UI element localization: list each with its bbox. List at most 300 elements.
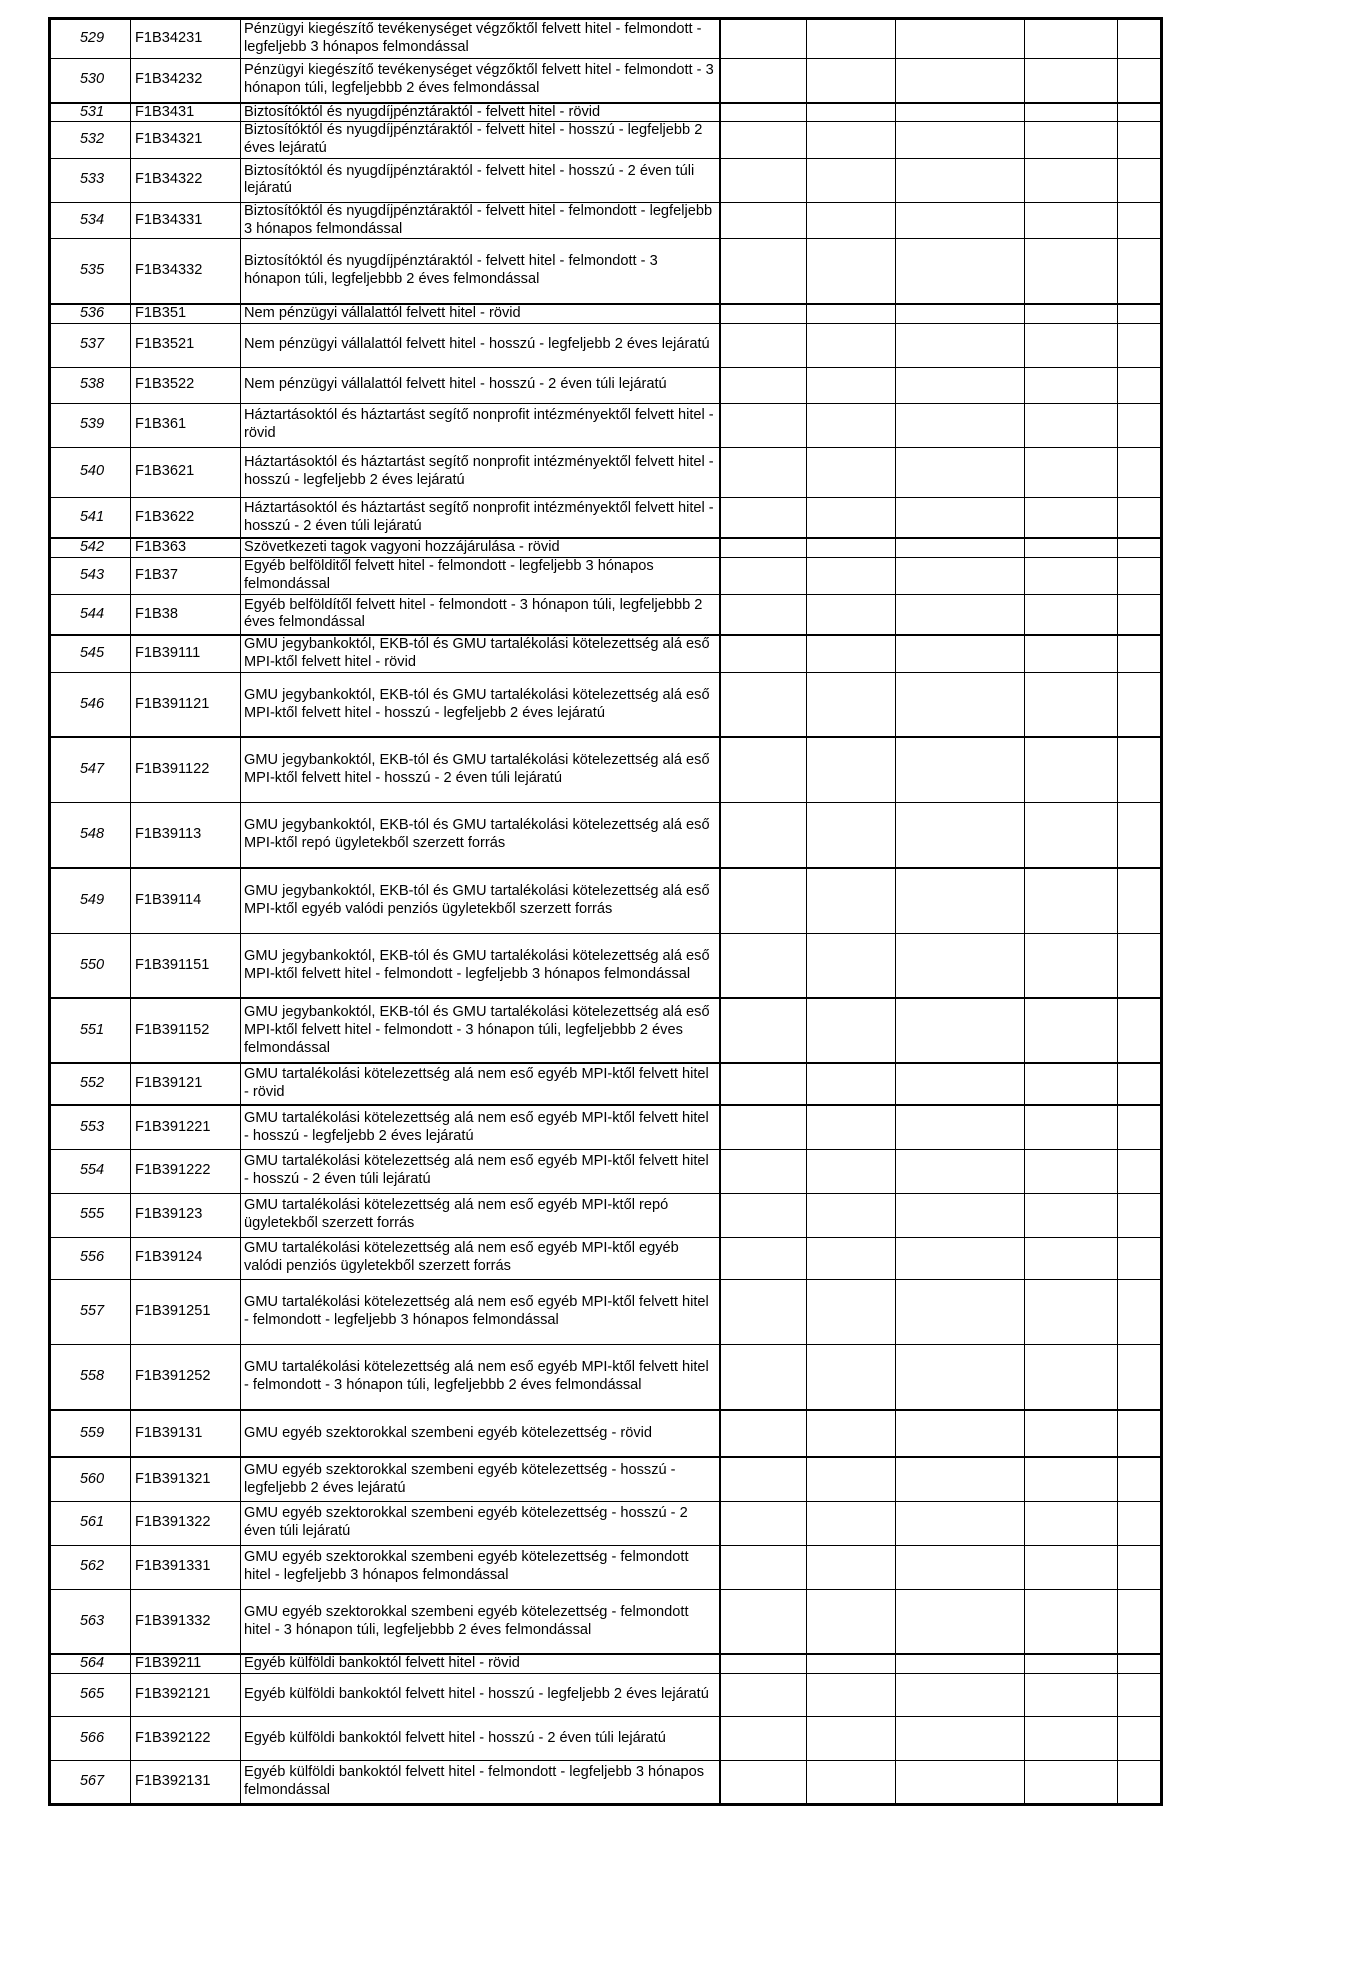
row-number: 562 bbox=[50, 1545, 131, 1589]
row-code: F1B391321 bbox=[131, 1457, 241, 1501]
empty-value-cell bbox=[720, 737, 807, 802]
row-code: F1B39111 bbox=[131, 635, 241, 672]
empty-value-cell bbox=[807, 202, 896, 239]
row-description: GMU tartalékolási kötelezettség alá nem eső egyéb MPI-ktől felvett hitel - hosszú - 2 éven túli lejáratú bbox=[241, 1149, 720, 1193]
row-code: F1B363 bbox=[131, 538, 241, 557]
row-description: Pénzügyi kiegészítő tevékenységet végzőktől felvett hitel - felmondott - 3 hónapon túli, legfeljebbb 2 éves felmondással bbox=[241, 59, 720, 103]
table-row bbox=[50, 59, 1162, 103]
empty-value-cell bbox=[807, 59, 896, 103]
empty-value-cell bbox=[807, 239, 896, 304]
empty-value-cell bbox=[807, 594, 896, 635]
empty-value-cell bbox=[896, 103, 1025, 122]
empty-value-cell bbox=[1025, 367, 1118, 403]
table-row bbox=[50, 367, 1162, 403]
row-number: 554 bbox=[50, 1149, 131, 1193]
empty-value-cell bbox=[1025, 323, 1118, 367]
row-number: 556 bbox=[50, 1237, 131, 1279]
empty-value-cell bbox=[1118, 239, 1162, 304]
empty-value-cell bbox=[896, 802, 1025, 868]
row-description: GMU tartalékolási kötelezettség alá nem eső egyéb MPI-ktől egyéb valódi penziós ügyletekből szerzett forrás bbox=[241, 1237, 720, 1279]
empty-value-cell bbox=[720, 1063, 807, 1105]
empty-value-cell bbox=[807, 1149, 896, 1193]
row-number: 558 bbox=[50, 1344, 131, 1410]
row-number: 541 bbox=[50, 497, 131, 538]
table-row bbox=[50, 594, 1162, 635]
empty-value-cell bbox=[896, 323, 1025, 367]
empty-value-cell bbox=[1118, 933, 1162, 998]
empty-value-cell bbox=[896, 19, 1025, 59]
empty-value-cell bbox=[1118, 1193, 1162, 1237]
table-row bbox=[50, 1761, 1162, 1805]
empty-value-cell bbox=[896, 1193, 1025, 1237]
empty-value-cell bbox=[807, 737, 896, 802]
table-row bbox=[50, 1063, 1162, 1105]
row-number: 547 bbox=[50, 737, 131, 802]
table-row bbox=[50, 1237, 1162, 1279]
row-description: GMU jegybankoktól, EKB-tól és GMU tartalékolási kötelezettség alá eső MPI-ktől felvett hitel - hosszú - 2 éven túli lejáratú bbox=[241, 737, 720, 802]
empty-value-cell bbox=[896, 1063, 1025, 1105]
row-number: 544 bbox=[50, 594, 131, 635]
row-description: GMU jegybankoktól, EKB-tól és GMU tartalékolási kötelezettség alá eső MPI-ktől felvett hitel - felmondott - 3 hónapon túli, legfeljebbb 2 éves felmondással bbox=[241, 998, 720, 1063]
row-code: F1B392121 bbox=[131, 1674, 241, 1717]
row-code: F1B3621 bbox=[131, 447, 241, 497]
empty-value-cell bbox=[896, 1717, 1025, 1761]
empty-value-cell bbox=[807, 158, 896, 202]
row-description: GMU tartalékolási kötelezettség alá nem eső egyéb MPI-ktől felvett hitel - felmondott - legfeljebb 3 hónapos felmondással bbox=[241, 1279, 720, 1344]
empty-value-cell bbox=[1025, 1063, 1118, 1105]
row-description: Nem pénzügyi vállalattól felvett hitel - hosszú - 2 éven túli lejáratú bbox=[241, 367, 720, 403]
row-number: 551 bbox=[50, 998, 131, 1063]
row-number: 566 bbox=[50, 1717, 131, 1761]
row-description: Biztosítóktól és nyugdíjpénztáraktól - felvett hitel - hosszú - 2 éven túli lejáratú bbox=[241, 158, 720, 202]
empty-value-cell bbox=[1118, 1344, 1162, 1410]
empty-value-cell bbox=[1118, 1545, 1162, 1589]
row-code: F1B34322 bbox=[131, 158, 241, 202]
empty-value-cell bbox=[720, 1237, 807, 1279]
row-code: F1B34332 bbox=[131, 239, 241, 304]
empty-value-cell bbox=[896, 122, 1025, 159]
row-number: 548 bbox=[50, 802, 131, 868]
row-number: 537 bbox=[50, 323, 131, 367]
row-description: Egyéb belfölditől felvett hitel - felmondott - legfeljebb 3 hónapos felmondással bbox=[241, 558, 720, 595]
empty-value-cell bbox=[1025, 737, 1118, 802]
table-row bbox=[50, 1193, 1162, 1237]
empty-value-cell bbox=[720, 672, 807, 737]
empty-value-cell bbox=[807, 1761, 896, 1805]
empty-value-cell bbox=[720, 1193, 807, 1237]
row-number: 565 bbox=[50, 1674, 131, 1717]
empty-value-cell bbox=[720, 1410, 807, 1457]
empty-value-cell bbox=[720, 158, 807, 202]
row-description: Pénzügyi kiegészítő tevékenységet végzőktől felvett hitel - felmondott - legfeljebb 3 hónapos felmondással bbox=[241, 19, 720, 59]
empty-value-cell bbox=[896, 1149, 1025, 1193]
row-description: Egyéb külföldi bankoktól felvett hitel - felmondott - legfeljebb 3 hónapos felmondással bbox=[241, 1761, 720, 1805]
empty-value-cell bbox=[1118, 1501, 1162, 1545]
table-row bbox=[50, 1654, 1162, 1673]
empty-value-cell bbox=[720, 635, 807, 672]
row-description: Háztartásoktól és háztartást segítő nonprofit intézményektől felvett hitel - hosszú - 2 éven túli lejáratú bbox=[241, 497, 720, 538]
empty-value-cell bbox=[1118, 158, 1162, 202]
empty-value-cell bbox=[807, 1545, 896, 1589]
empty-value-cell bbox=[1118, 403, 1162, 447]
empty-value-cell bbox=[720, 1279, 807, 1344]
empty-value-cell bbox=[1025, 447, 1118, 497]
table-row bbox=[50, 1149, 1162, 1193]
empty-value-cell bbox=[1025, 1457, 1118, 1501]
empty-value-cell bbox=[896, 1279, 1025, 1344]
table-row bbox=[50, 558, 1162, 595]
table-row bbox=[50, 323, 1162, 367]
table-row bbox=[50, 447, 1162, 497]
table-row bbox=[50, 19, 1162, 59]
empty-value-cell bbox=[720, 367, 807, 403]
empty-value-cell bbox=[720, 304, 807, 323]
row-number: 552 bbox=[50, 1063, 131, 1105]
empty-value-cell bbox=[896, 447, 1025, 497]
row-code: F1B391251 bbox=[131, 1279, 241, 1344]
empty-value-cell bbox=[896, 933, 1025, 998]
row-code: F1B34232 bbox=[131, 59, 241, 103]
empty-value-cell bbox=[896, 1105, 1025, 1149]
empty-value-cell bbox=[896, 239, 1025, 304]
empty-value-cell bbox=[1025, 497, 1118, 538]
row-number: 549 bbox=[50, 868, 131, 933]
empty-value-cell bbox=[807, 447, 896, 497]
row-code: F1B39123 bbox=[131, 1193, 241, 1237]
empty-value-cell bbox=[720, 594, 807, 635]
empty-value-cell bbox=[896, 1654, 1025, 1673]
row-number: 531 bbox=[50, 103, 131, 122]
empty-value-cell bbox=[1118, 868, 1162, 933]
row-code: F1B34231 bbox=[131, 19, 241, 59]
row-code: F1B3431 bbox=[131, 103, 241, 122]
table-row bbox=[50, 1105, 1162, 1149]
empty-value-cell bbox=[807, 538, 896, 557]
empty-value-cell bbox=[1118, 1457, 1162, 1501]
row-description: GMU egyéb szektorokkal szembeni egyéb kötelezettség - felmondott hitel - legfeljebb 3 hónapos felmondással bbox=[241, 1545, 720, 1589]
table-row bbox=[50, 1279, 1162, 1344]
empty-value-cell bbox=[807, 1105, 896, 1149]
row-number: 545 bbox=[50, 635, 131, 672]
empty-value-cell bbox=[896, 998, 1025, 1063]
empty-value-cell bbox=[1118, 1410, 1162, 1457]
row-code: F1B38 bbox=[131, 594, 241, 635]
row-code: F1B392131 bbox=[131, 1761, 241, 1805]
row-code: F1B3521 bbox=[131, 323, 241, 367]
empty-value-cell bbox=[720, 1717, 807, 1761]
empty-value-cell bbox=[1025, 1237, 1118, 1279]
empty-value-cell bbox=[807, 802, 896, 868]
empty-value-cell bbox=[1118, 1717, 1162, 1761]
empty-value-cell bbox=[1025, 1149, 1118, 1193]
row-number: 542 bbox=[50, 538, 131, 557]
empty-value-cell bbox=[720, 1344, 807, 1410]
empty-value-cell bbox=[720, 538, 807, 557]
empty-value-cell bbox=[1025, 1344, 1118, 1410]
row-number: 540 bbox=[50, 447, 131, 497]
empty-value-cell bbox=[1118, 323, 1162, 367]
table-row bbox=[50, 122, 1162, 159]
row-description: GMU jegybankoktól, EKB-tól és GMU tartalékolási kötelezettség alá eső MPI-ktől felvett hitel - hosszú - legfeljebb 2 éves lejáratú bbox=[241, 672, 720, 737]
empty-value-cell bbox=[720, 1761, 807, 1805]
row-code: F1B392122 bbox=[131, 1717, 241, 1761]
row-description: Egyéb külföldi bankoktól felvett hitel - rövid bbox=[241, 1654, 720, 1673]
empty-value-cell bbox=[1025, 202, 1118, 239]
empty-value-cell bbox=[1025, 802, 1118, 868]
empty-value-cell bbox=[720, 998, 807, 1063]
empty-value-cell bbox=[1025, 1279, 1118, 1344]
empty-value-cell bbox=[1025, 1654, 1118, 1673]
table-row bbox=[50, 802, 1162, 868]
empty-value-cell bbox=[720, 202, 807, 239]
empty-value-cell bbox=[1118, 202, 1162, 239]
empty-value-cell bbox=[1118, 1063, 1162, 1105]
empty-value-cell bbox=[1118, 672, 1162, 737]
row-description: GMU egyéb szektorokkal szembeni egyéb kötelezettség - hosszú - legfeljebb 2 éves lejáratú bbox=[241, 1457, 720, 1501]
empty-value-cell bbox=[720, 1501, 807, 1545]
table-row bbox=[50, 1717, 1162, 1761]
empty-value-cell bbox=[896, 737, 1025, 802]
empty-value-cell bbox=[1118, 1654, 1162, 1673]
empty-value-cell bbox=[807, 868, 896, 933]
empty-value-cell bbox=[807, 1589, 896, 1654]
row-description: GMU egyéb szektorokkal szembeni egyéb kötelezettség - hosszú - 2 éven túli lejáratú bbox=[241, 1501, 720, 1545]
empty-value-cell bbox=[720, 868, 807, 933]
row-number: 557 bbox=[50, 1279, 131, 1344]
empty-value-cell bbox=[807, 1654, 896, 1673]
empty-value-cell bbox=[896, 672, 1025, 737]
table-body bbox=[50, 19, 1162, 1805]
empty-value-cell bbox=[1118, 1761, 1162, 1805]
empty-value-cell bbox=[807, 497, 896, 538]
table-row bbox=[50, 239, 1162, 304]
empty-value-cell bbox=[1025, 59, 1118, 103]
table-row bbox=[50, 103, 1162, 122]
table-row bbox=[50, 868, 1162, 933]
table-row bbox=[50, 1545, 1162, 1589]
empty-value-cell bbox=[896, 59, 1025, 103]
row-description: GMU tartalékolási kötelezettség alá nem eső egyéb MPI-ktől felvett hitel - felmondott - 3 hónapon túli, legfeljebbb 2 éves felmondással bbox=[241, 1344, 720, 1410]
empty-value-cell bbox=[1118, 635, 1162, 672]
row-code: F1B34331 bbox=[131, 202, 241, 239]
empty-value-cell bbox=[807, 1501, 896, 1545]
empty-value-cell bbox=[807, 103, 896, 122]
row-description: Biztosítóktól és nyugdíjpénztáraktól - felvett hitel - felmondott - 3 hónapon túli, legfeljebbb 2 éves felmondással bbox=[241, 239, 720, 304]
empty-value-cell bbox=[720, 1654, 807, 1673]
row-description: Nem pénzügyi vállalattól felvett hitel - rövid bbox=[241, 304, 720, 323]
row-number: 533 bbox=[50, 158, 131, 202]
empty-value-cell bbox=[720, 103, 807, 122]
empty-value-cell bbox=[720, 497, 807, 538]
table-row bbox=[50, 1501, 1162, 1545]
empty-value-cell bbox=[1118, 59, 1162, 103]
row-description: GMU tartalékolási kötelezettség alá nem eső egyéb MPI-ktől felvett hitel - hosszú - legfeljebb 2 éves lejáratú bbox=[241, 1105, 720, 1149]
row-description: Biztosítóktól és nyugdíjpénztáraktól - felvett hitel - felmondott - legfeljebb 3 hónapos felmondással bbox=[241, 202, 720, 239]
table-row bbox=[50, 933, 1162, 998]
empty-value-cell bbox=[1025, 868, 1118, 933]
empty-value-cell bbox=[1118, 1279, 1162, 1344]
row-description: Egyéb belföldítől felvett hitel - felmondott - 3 hónapon túli, legfeljebbb 2 éves felmondással bbox=[241, 594, 720, 635]
row-code: F1B391152 bbox=[131, 998, 241, 1063]
empty-value-cell bbox=[807, 1674, 896, 1717]
table-row bbox=[50, 158, 1162, 202]
empty-value-cell bbox=[1118, 1589, 1162, 1654]
table-row bbox=[50, 998, 1162, 1063]
empty-value-cell bbox=[1118, 558, 1162, 595]
row-code: F1B391221 bbox=[131, 1105, 241, 1149]
empty-value-cell bbox=[720, 802, 807, 868]
row-number: 530 bbox=[50, 59, 131, 103]
empty-value-cell bbox=[1025, 239, 1118, 304]
table-row bbox=[50, 1589, 1162, 1654]
empty-value-cell bbox=[807, 672, 896, 737]
empty-value-cell bbox=[896, 1410, 1025, 1457]
empty-value-cell bbox=[807, 998, 896, 1063]
table-row bbox=[50, 1344, 1162, 1410]
row-number: 560 bbox=[50, 1457, 131, 1501]
empty-value-cell bbox=[1025, 1674, 1118, 1717]
empty-value-cell bbox=[1025, 933, 1118, 998]
empty-value-cell bbox=[720, 933, 807, 998]
row-description: GMU jegybankoktól, EKB-tól és GMU tartalékolási kötelezettség alá eső MPI-ktől repó ügyletekből szerzett forrás bbox=[241, 802, 720, 868]
empty-value-cell bbox=[807, 1279, 896, 1344]
empty-value-cell bbox=[720, 1674, 807, 1717]
empty-value-cell bbox=[807, 403, 896, 447]
empty-value-cell bbox=[720, 323, 807, 367]
empty-value-cell bbox=[1118, 802, 1162, 868]
empty-value-cell bbox=[1025, 998, 1118, 1063]
empty-value-cell bbox=[896, 158, 1025, 202]
empty-value-cell bbox=[1025, 538, 1118, 557]
row-description: Biztosítóktól és nyugdíjpénztáraktól - felvett hitel - rövid bbox=[241, 103, 720, 122]
empty-value-cell bbox=[896, 635, 1025, 672]
empty-value-cell bbox=[1118, 19, 1162, 59]
row-number: 546 bbox=[50, 672, 131, 737]
empty-value-cell bbox=[720, 19, 807, 59]
row-code: F1B39124 bbox=[131, 1237, 241, 1279]
empty-value-cell bbox=[896, 1761, 1025, 1805]
row-number: 559 bbox=[50, 1410, 131, 1457]
empty-value-cell bbox=[1025, 594, 1118, 635]
empty-value-cell bbox=[720, 59, 807, 103]
row-code: F1B391222 bbox=[131, 1149, 241, 1193]
empty-value-cell bbox=[1025, 1105, 1118, 1149]
empty-value-cell bbox=[807, 19, 896, 59]
empty-value-cell bbox=[1118, 447, 1162, 497]
row-code: F1B37 bbox=[131, 558, 241, 595]
empty-value-cell bbox=[1025, 158, 1118, 202]
empty-value-cell bbox=[1118, 538, 1162, 557]
empty-value-cell bbox=[896, 538, 1025, 557]
empty-value-cell bbox=[807, 933, 896, 998]
row-code: F1B391331 bbox=[131, 1545, 241, 1589]
empty-value-cell bbox=[896, 558, 1025, 595]
row-code: F1B391252 bbox=[131, 1344, 241, 1410]
empty-value-cell bbox=[1025, 103, 1118, 122]
empty-value-cell bbox=[807, 1457, 896, 1501]
empty-value-cell bbox=[1025, 1761, 1118, 1805]
empty-value-cell bbox=[720, 1149, 807, 1193]
empty-value-cell bbox=[720, 239, 807, 304]
row-description: Háztartásoktól és háztartást segítő nonprofit intézményektől felvett hitel - rövid bbox=[241, 403, 720, 447]
empty-value-cell bbox=[1025, 672, 1118, 737]
empty-value-cell bbox=[896, 403, 1025, 447]
row-number: 564 bbox=[50, 1654, 131, 1673]
row-number: 561 bbox=[50, 1501, 131, 1545]
row-code: F1B391122 bbox=[131, 737, 241, 802]
empty-value-cell bbox=[807, 1063, 896, 1105]
row-description: GMU jegybankoktól, EKB-tól és GMU tartalékolási kötelezettség alá eső MPI-ktől felvett hitel - felmondott - legfeljebb 3 hónapos felmondással bbox=[241, 933, 720, 998]
row-code: F1B391121 bbox=[131, 672, 241, 737]
row-code: F1B3622 bbox=[131, 497, 241, 538]
empty-value-cell bbox=[1118, 103, 1162, 122]
row-number: 529 bbox=[50, 19, 131, 59]
empty-value-cell bbox=[896, 1501, 1025, 1545]
row-number: 534 bbox=[50, 202, 131, 239]
empty-value-cell bbox=[720, 122, 807, 159]
empty-value-cell bbox=[720, 1545, 807, 1589]
empty-value-cell bbox=[896, 1674, 1025, 1717]
empty-value-cell bbox=[1025, 558, 1118, 595]
empty-value-cell bbox=[896, 1237, 1025, 1279]
row-number: 567 bbox=[50, 1761, 131, 1805]
empty-value-cell bbox=[896, 1457, 1025, 1501]
row-number: 553 bbox=[50, 1105, 131, 1149]
table-row bbox=[50, 497, 1162, 538]
empty-value-cell bbox=[807, 1237, 896, 1279]
empty-value-cell bbox=[807, 1193, 896, 1237]
row-code: F1B39131 bbox=[131, 1410, 241, 1457]
empty-value-cell bbox=[807, 1717, 896, 1761]
row-number: 539 bbox=[50, 403, 131, 447]
row-code: F1B391332 bbox=[131, 1589, 241, 1654]
empty-value-cell bbox=[896, 868, 1025, 933]
row-code: F1B34321 bbox=[131, 122, 241, 159]
empty-value-cell bbox=[807, 122, 896, 159]
empty-value-cell bbox=[1025, 1589, 1118, 1654]
row-number: 543 bbox=[50, 558, 131, 595]
row-code: F1B39114 bbox=[131, 868, 241, 933]
table-row bbox=[50, 635, 1162, 672]
row-description: Szövetkezeti tagok vagyoni hozzájárulása - rövid bbox=[241, 538, 720, 557]
row-description: GMU jegybankoktól, EKB-tól és GMU tartalékolási kötelezettség alá eső MPI-ktől egyéb valódi penziós ügyletekből szerzett forrás bbox=[241, 868, 720, 933]
empty-value-cell bbox=[1025, 635, 1118, 672]
empty-value-cell bbox=[1118, 304, 1162, 323]
row-number: 535 bbox=[50, 239, 131, 304]
empty-value-cell bbox=[896, 367, 1025, 403]
table-row bbox=[50, 1457, 1162, 1501]
row-description: GMU egyéb szektorokkal szembeni egyéb kötelezettség - felmondott hitel - 3 hónapon túli, legfeljebbb 2 éves felmondással bbox=[241, 1589, 720, 1654]
empty-value-cell bbox=[1025, 1410, 1118, 1457]
row-code: F1B39211 bbox=[131, 1654, 241, 1673]
empty-value-cell bbox=[896, 202, 1025, 239]
empty-value-cell bbox=[720, 1105, 807, 1149]
empty-value-cell bbox=[1118, 737, 1162, 802]
row-description: GMU tartalékolási kötelezettség alá nem eső egyéb MPI-ktől repó ügyletekből szerzett forrás bbox=[241, 1193, 720, 1237]
row-code: F1B391322 bbox=[131, 1501, 241, 1545]
row-number: 563 bbox=[50, 1589, 131, 1654]
empty-value-cell bbox=[1118, 1237, 1162, 1279]
empty-value-cell bbox=[807, 635, 896, 672]
empty-value-cell bbox=[1118, 1105, 1162, 1149]
empty-value-cell bbox=[1118, 367, 1162, 403]
row-description: Háztartásoktól és háztartást segítő nonprofit intézményektől felvett hitel - hosszú - legfeljebb 2 éves lejáratú bbox=[241, 447, 720, 497]
row-number: 536 bbox=[50, 304, 131, 323]
row-code: F1B391151 bbox=[131, 933, 241, 998]
empty-value-cell bbox=[1118, 1149, 1162, 1193]
empty-value-cell bbox=[1025, 122, 1118, 159]
empty-value-cell bbox=[1118, 594, 1162, 635]
